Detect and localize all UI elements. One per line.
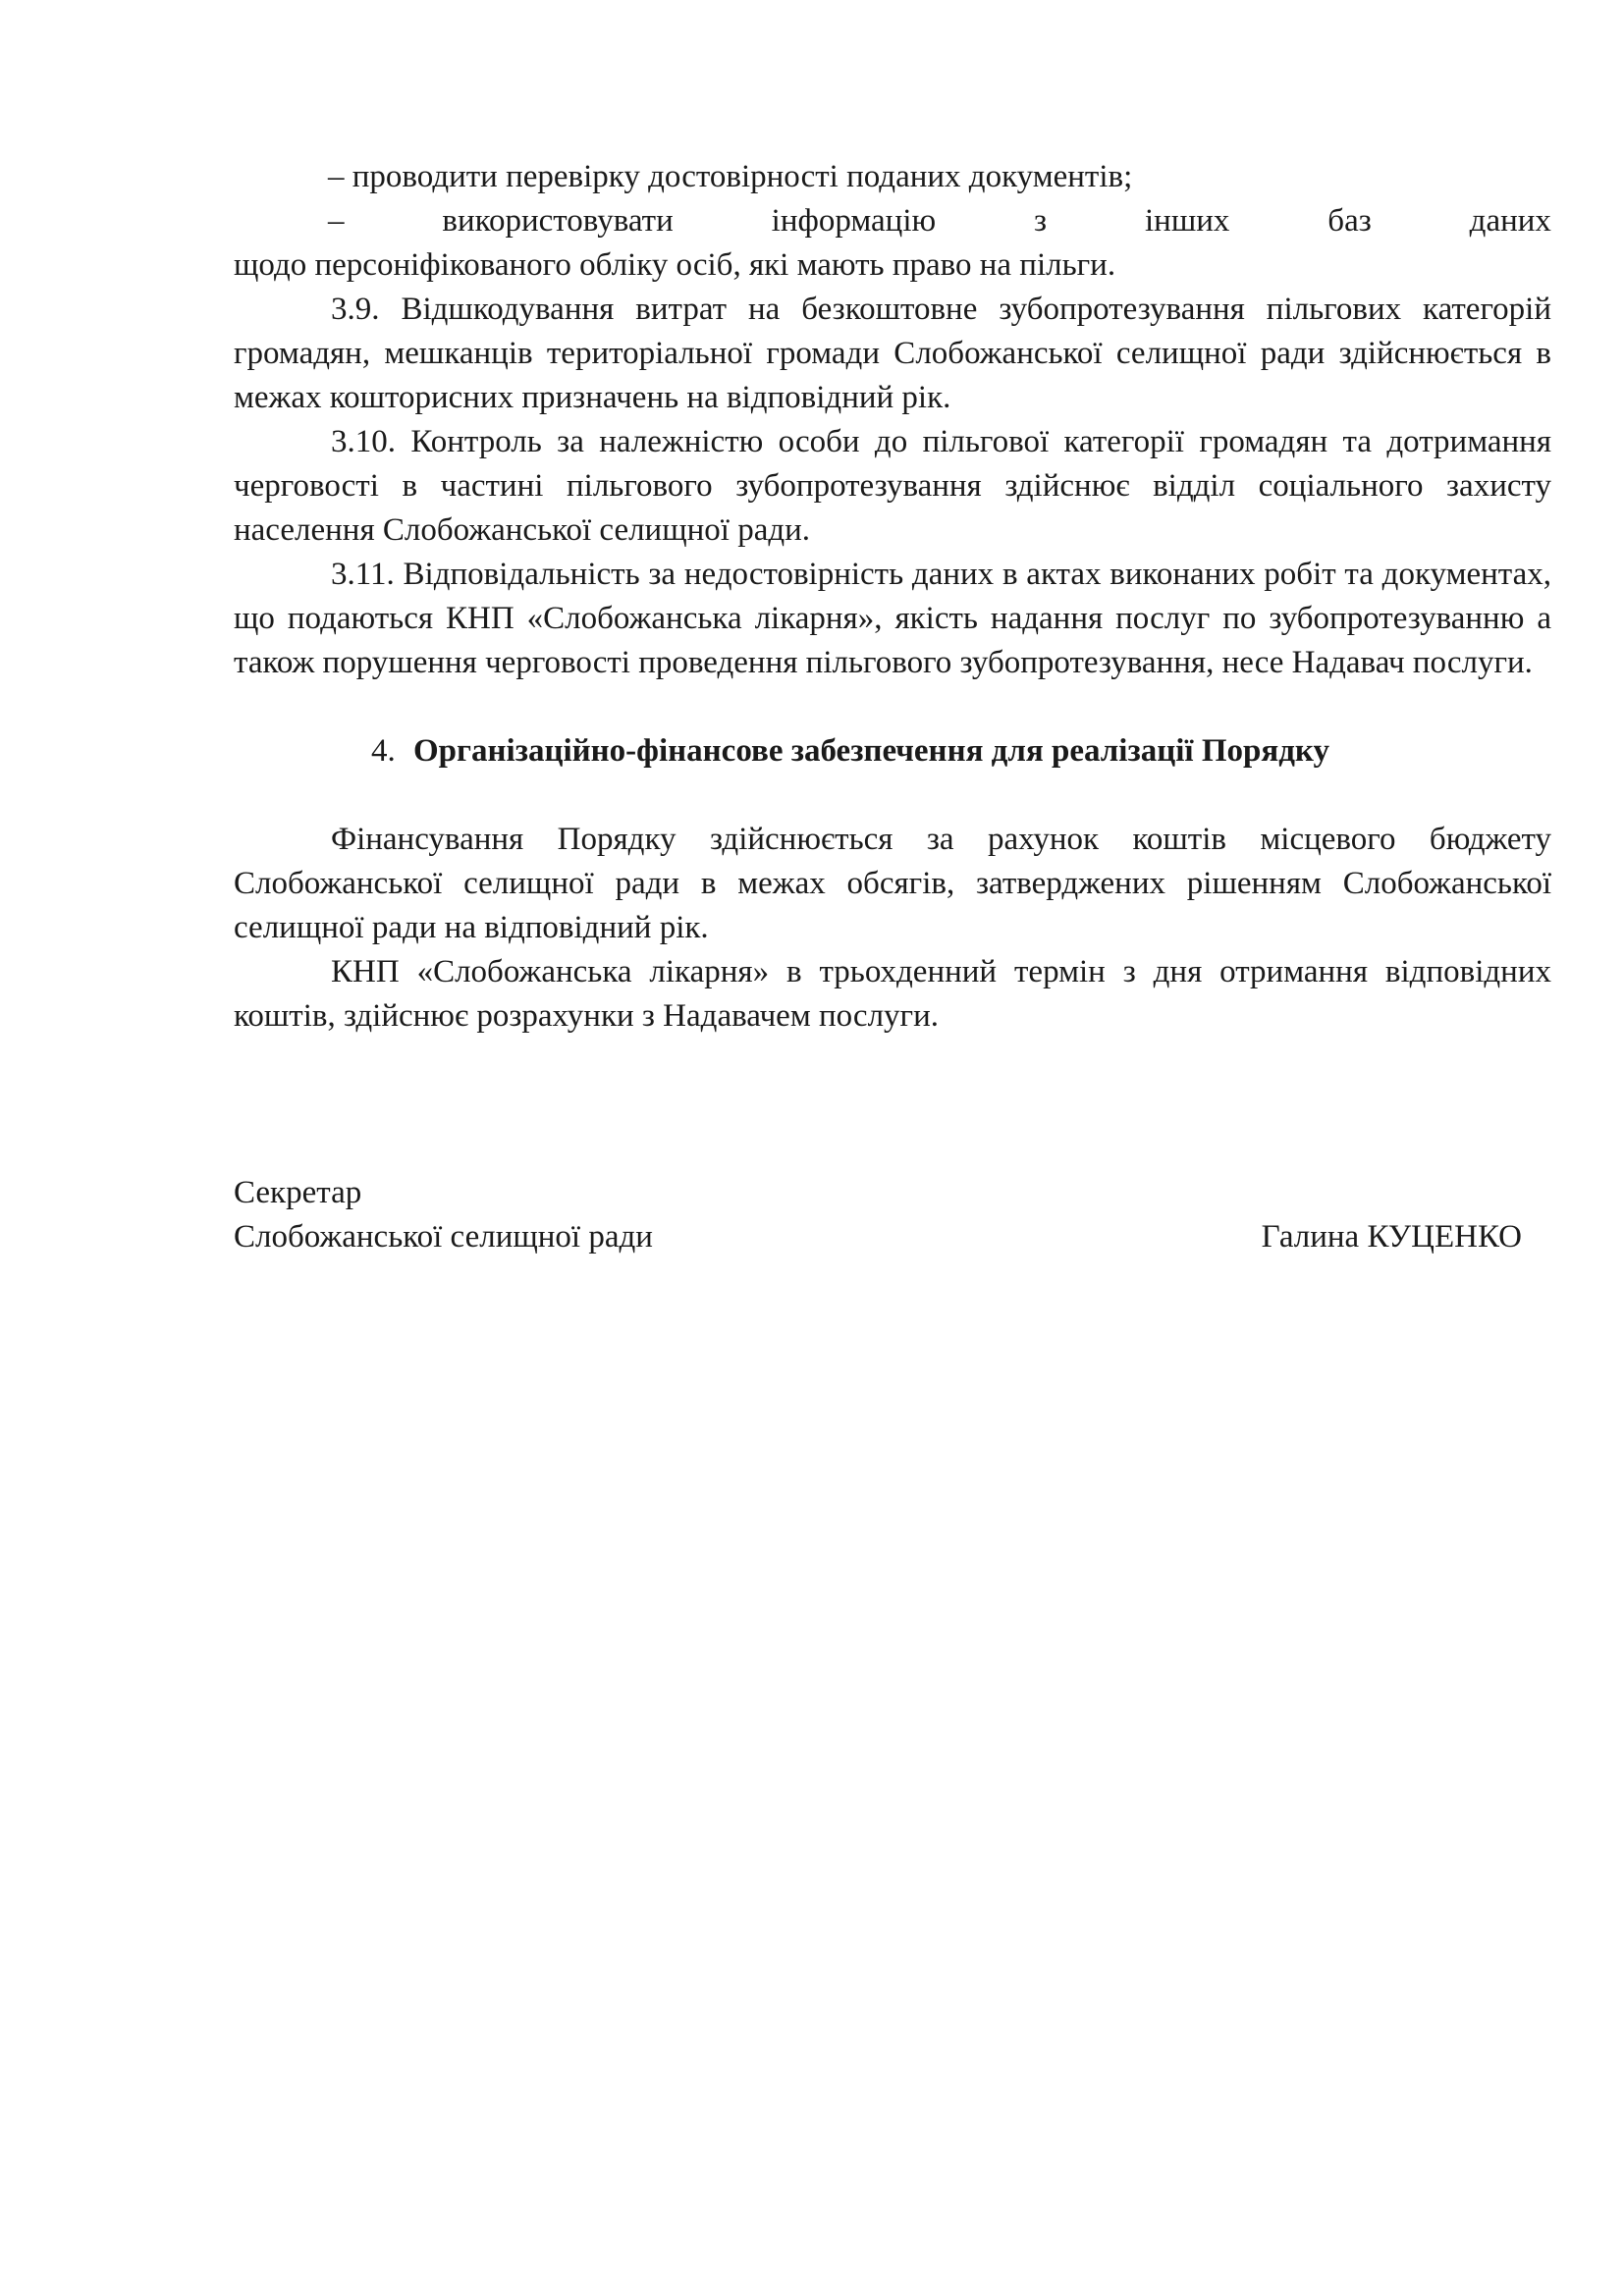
- signatory-name: Галина КУЦЕНКО: [1261, 1219, 1522, 1255]
- bullet-use-databases: [234, 199, 1551, 243]
- bullet-word: використовувати: [442, 203, 674, 239]
- bullet-word: інформацію: [771, 203, 937, 239]
- document-body: [234, 155, 1551, 1259]
- section-4-heading: [234, 729, 1551, 774]
- section-4-paragraph-2: КНП «Слобожанська лікарня» в трьохденний термін з дня отримання відповідних коштів, здійснює розрахунки з Надавачем послуги.: [234, 954, 1551, 1034]
- signatory-position-line-2: Слобожанської селищної ради: [234, 1219, 653, 1255]
- bullet-use-databases-continuation: щодо персоніфікованого обліку осіб, які мають право на пільги.: [234, 247, 1116, 283]
- spacer-large: [234, 1039, 1551, 1171]
- paragraph-3-11: 3.11. Відповідальність за недостовірність даних в актах виконаних робіт та документах, що подаються КНП «Слобожанська лікарня», якість надання послуг по зубопротезуванню а також порушення черговості проведення пільгового зубопротезування, несе Надавач послуги.: [234, 557, 1551, 680]
- signatory-position-line-1: Секретар: [234, 1175, 362, 1210]
- paragraph-3-10: 3.10. Контроль за належністю особи до пільгової категорії громадян та дотримання черговості в частині пільгового зубопротезування здійснює відділ соціального захисту населення Слобожанської селищної ради.: [234, 424, 1551, 548]
- bullet-word: –: [328, 203, 345, 239]
- paragraph-3-9: 3.9. Відшкодування витрат на безкоштовне зубопротезування пільгових категорій громадян, мешканців територіальної громади Слобожанської селищної ради здійснюється в межах кошторисних призначень на відповідний рік.: [234, 292, 1551, 415]
- bullet-verify-documents: – проводити перевірку достовірності поданих документів;: [328, 159, 1133, 194]
- signature-block: [234, 1171, 1551, 1259]
- bullet-word: баз: [1327, 203, 1372, 239]
- section-4-title: Організаційно-фінансове забезпечення для реалізації Порядку: [413, 733, 1329, 769]
- bullet-word: інших: [1144, 203, 1230, 239]
- bullet-word: з: [1034, 203, 1048, 239]
- spacer: [234, 774, 1551, 818]
- section-4-number: 4.: [371, 733, 396, 769]
- signatory-position: [234, 1171, 653, 1259]
- bullet-word: даних: [1469, 203, 1551, 239]
- section-4-paragraph-1: Фінансування Порядку здійснюється за рахунок коштів місцевого бюджету Слобожанської селищної ради в межах обсягів, затверджених рішенням Слобожанської селищної ради на відповідний рік.: [234, 822, 1551, 945]
